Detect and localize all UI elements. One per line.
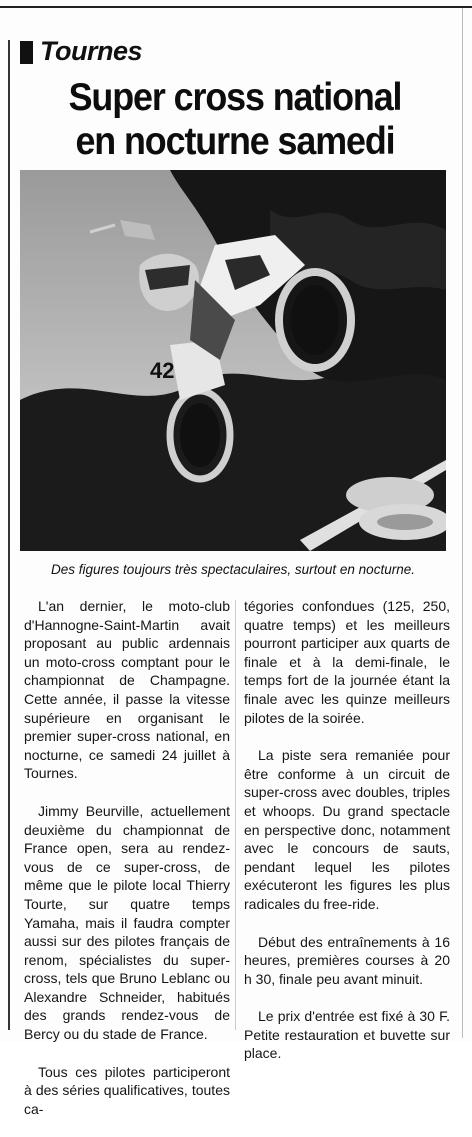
paragraph: Jimmy Beurville, actuellement deuxième du championnat de France open, sera au rendez-vous de ce super-cross, de même que le pilote local Thierry Tourte, sur quatre temps Yamaha, mais il faudra compter aussi sur des pilotes français de renom, spécialistes du super-cross, tels que Bruno Leblanc ou Alexandre Schneider, habitués des grands rendez-vous de Bercy ou du stade de France. <box>24 802 230 1043</box>
column-divider <box>235 600 236 1030</box>
headline-line-1: Super cross national <box>68 76 402 119</box>
kicker-label: Tournes <box>40 36 143 66</box>
motocross-photo <box>20 170 446 551</box>
right-edge-rule <box>462 8 463 1038</box>
paragraph: L'an dernier, le moto-club d'Hannogne-Saint-Martin avait proposant au public ardennais un moto-cross comptant pour le championnat de Champagne. Cette année, il passe la vitesse supérieure en organisant le premier super-cross national, en nocturne, ce samedi 24 juillet à Tournes. <box>24 598 230 782</box>
photo-caption: Des figures toujours très spectaculaires, surtout en nocturne. <box>51 562 415 577</box>
headline-line-2: en nocturne samedi <box>75 120 395 163</box>
rider-number-plate: 42 <box>150 358 175 383</box>
article-headline <box>37 76 433 164</box>
paragraph: tégories confondues (125, 250, quatre temps) et les meilleurs pourront participer aux quarts de finale et à la demi-finale, le temps fort de la journée étant la finale avec les quinze meilleurs pilotes de la soirée. <box>244 598 450 726</box>
article-column-left <box>24 597 230 1137</box>
kicker-square-icon <box>20 41 33 64</box>
top-rule <box>0 6 472 8</box>
paragraph: La piste sera remaniée pour être conforme à un circuit de super-cross avec doubles, triples et whoops. Du grand spectacle en perspective donc, notamment avec le concours de sauts, pendant lequel les pilotes exécuteront les figures les plus radicales du free-ride. <box>244 747 450 912</box>
left-column-rule <box>8 40 10 1030</box>
paragraph: Tous ces pilotes participeront à des séries qualificatives, toutes ca- <box>24 1063 230 1117</box>
paragraph: Début des entraînements à 16 heures, premières courses à 20 h 30, finale peu avant minuit. <box>244 933 450 987</box>
paragraph: Le prix d'entrée est fixé à 30 F. Petite restauration et buvette sur place. <box>244 1008 450 1062</box>
article-column-right <box>244 597 450 1082</box>
